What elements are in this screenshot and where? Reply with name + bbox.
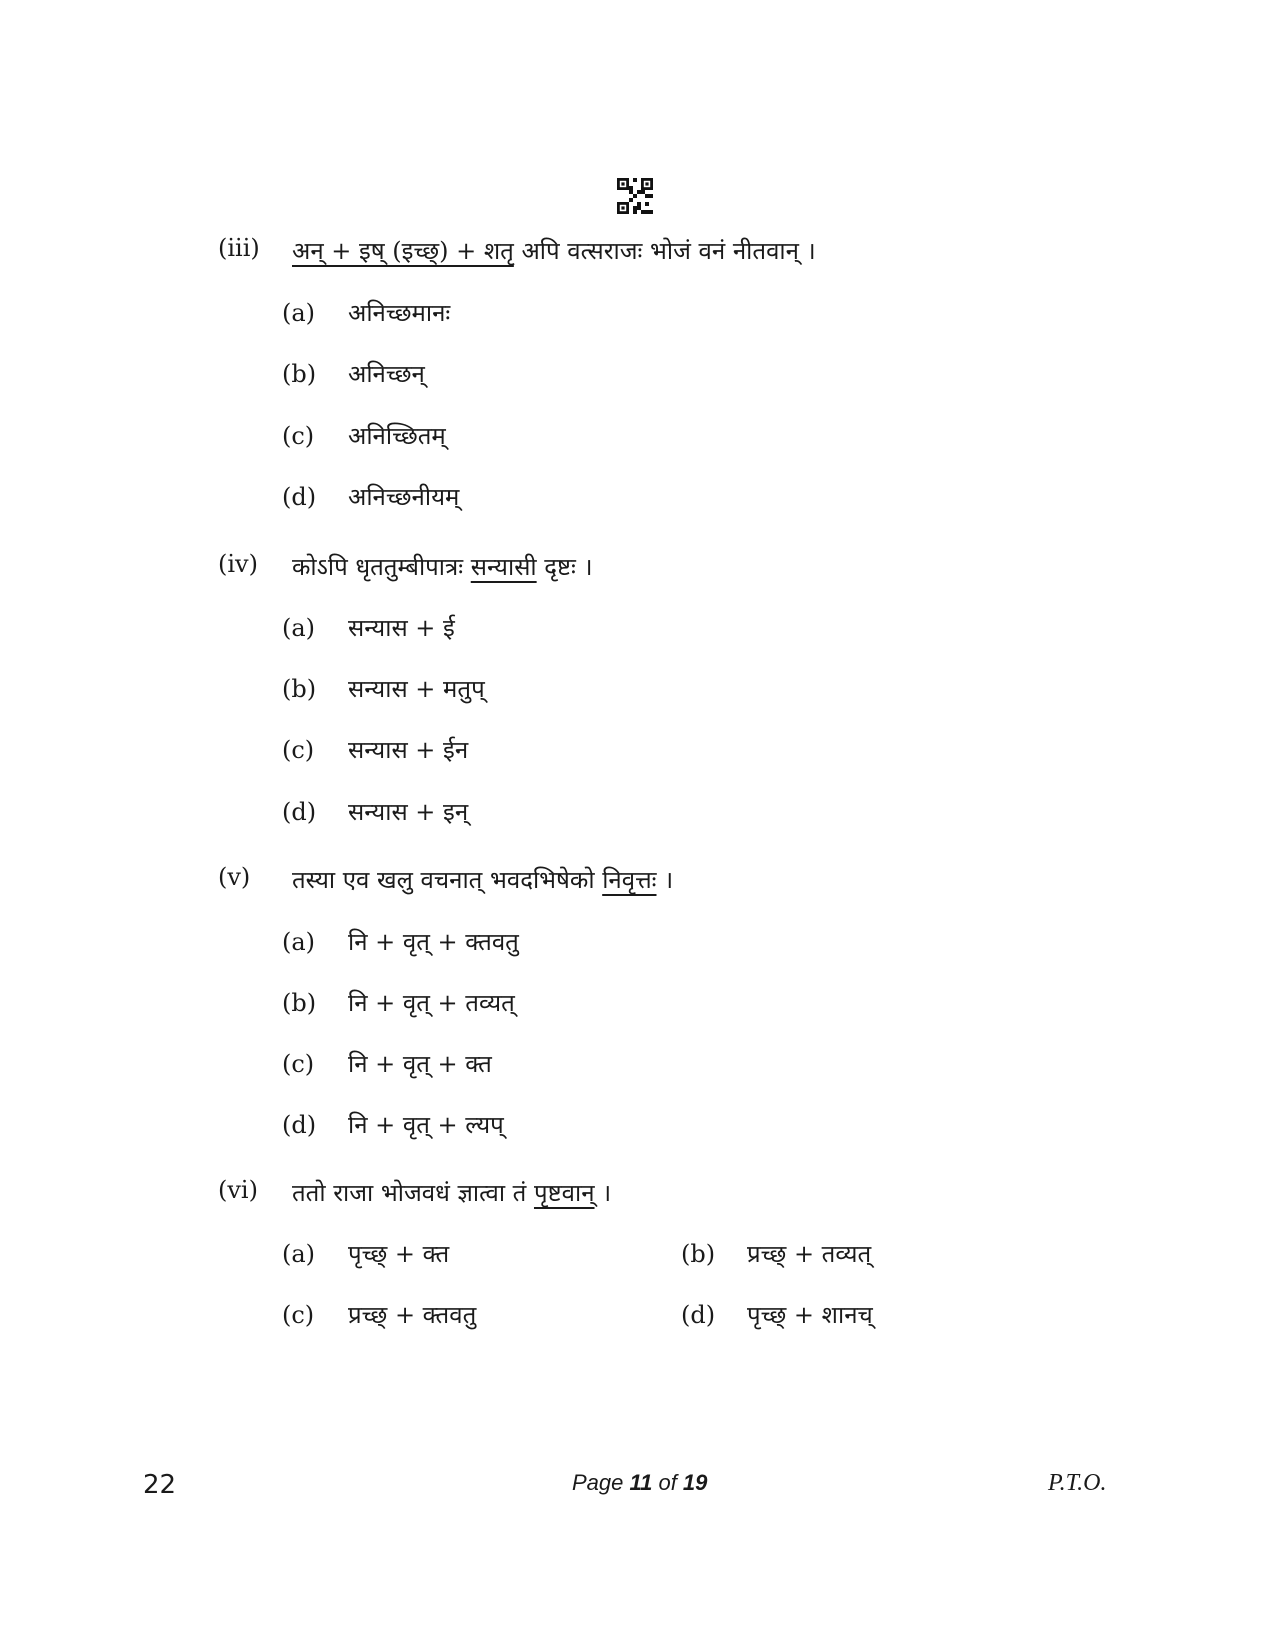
page-word: Page (572, 1470, 630, 1495)
option-text: अनिच्छमानः (348, 299, 451, 327)
option-c (282, 733, 468, 766)
option-b (282, 986, 515, 1019)
paper-code: 22 (143, 1470, 177, 1500)
option-text: सन्यास + इन् (348, 798, 469, 826)
option-text: नि + वृत् + तव्यत् (348, 989, 515, 1017)
page-number (572, 1470, 707, 1496)
option-text: पृच्छ् + क्त (348, 1240, 450, 1268)
option-b (282, 357, 425, 390)
question-number: (vi) (218, 1176, 258, 1204)
option-text: नि + वृत् + ल्यप् (348, 1111, 504, 1139)
qr-code-icon (617, 178, 653, 214)
option-label: (c) (282, 1050, 315, 1078)
option-label: (b) (681, 1240, 716, 1268)
option-label: (c) (282, 1301, 315, 1329)
option-b (681, 1237, 871, 1270)
question-number: (iv) (218, 550, 258, 578)
option-label: (b) (282, 360, 317, 388)
stem-text: अपि वत्सराजः भोजं वनं नीतवान् । (513, 237, 816, 265)
option-c (282, 1298, 476, 1331)
option-label: (a) (282, 299, 316, 327)
option-label: (d) (681, 1301, 716, 1329)
option-label: (a) (282, 928, 316, 956)
option-a (282, 296, 450, 329)
question-number: (v) (218, 863, 251, 891)
option-label: (d) (282, 798, 317, 826)
option-text: अनिच्छनीयम् (348, 483, 460, 511)
stem-text: ततो राजा भोजवधं ज्ञात्वा तं (292, 1179, 534, 1207)
option-text: सन्यास + ई (348, 614, 455, 642)
option-text: अनिच्छन् (348, 360, 425, 388)
stem-text: । (656, 866, 674, 894)
option-label: (b) (282, 675, 317, 703)
option-label: (c) (282, 736, 315, 764)
option-a (282, 1237, 449, 1270)
option-text: नि + वृत् + क्त (348, 1050, 492, 1078)
option-label: (d) (282, 483, 317, 511)
question-stem (292, 1176, 611, 1209)
option-label: (c) (282, 422, 315, 450)
stem-text: दृष्टः । (536, 553, 593, 581)
option-text: प्रच्छ् + क्तवतु (348, 1301, 477, 1329)
option-label: (a) (282, 1240, 316, 1268)
option-b (282, 672, 485, 705)
option-d (681, 1298, 873, 1331)
pto-label: P.T.O. (1048, 1470, 1107, 1496)
option-c (282, 419, 446, 452)
option-label: (a) (282, 614, 316, 642)
stem-text: । (594, 1179, 612, 1207)
option-text: नि + वृत् + क्तवतु (348, 928, 519, 956)
underlined-term: अन् + इष् (इच्छ्) + शतृ (292, 237, 514, 265)
stem-text: तस्या एव खलु वचनात् भवदभिषेको (292, 866, 603, 894)
question-stem (292, 550, 593, 583)
option-text: प्रच्छ् + तव्यत् (747, 1240, 872, 1268)
option-label: (d) (282, 1111, 317, 1139)
stem-text: कोऽपि धृततुम्बीपात्रः (292, 553, 471, 581)
option-text: पृच्छ् + शानच् (747, 1301, 873, 1329)
option-text: अनिच्छितम् (348, 422, 446, 450)
question-stem (292, 863, 673, 896)
option-a (282, 925, 519, 958)
option-label: (b) (282, 989, 317, 1017)
option-d (282, 480, 459, 513)
option-a (282, 611, 455, 644)
option-d (282, 795, 468, 828)
page-of: of (652, 1470, 683, 1495)
option-text: सन्यास + मतुप् (348, 675, 485, 703)
page-current: 11 (629, 1470, 653, 1495)
question-number: (iii) (218, 234, 260, 262)
option-d (282, 1108, 504, 1141)
page-total: 19 (682, 1470, 708, 1495)
option-c (282, 1047, 492, 1080)
option-text: सन्यास + ईन (348, 736, 469, 764)
underlined-term: सन्यासी (470, 553, 537, 581)
underlined-term: निवृत्तः (602, 866, 657, 894)
underlined-term: पृष्टवान् (533, 1179, 595, 1207)
question-stem (292, 234, 816, 267)
